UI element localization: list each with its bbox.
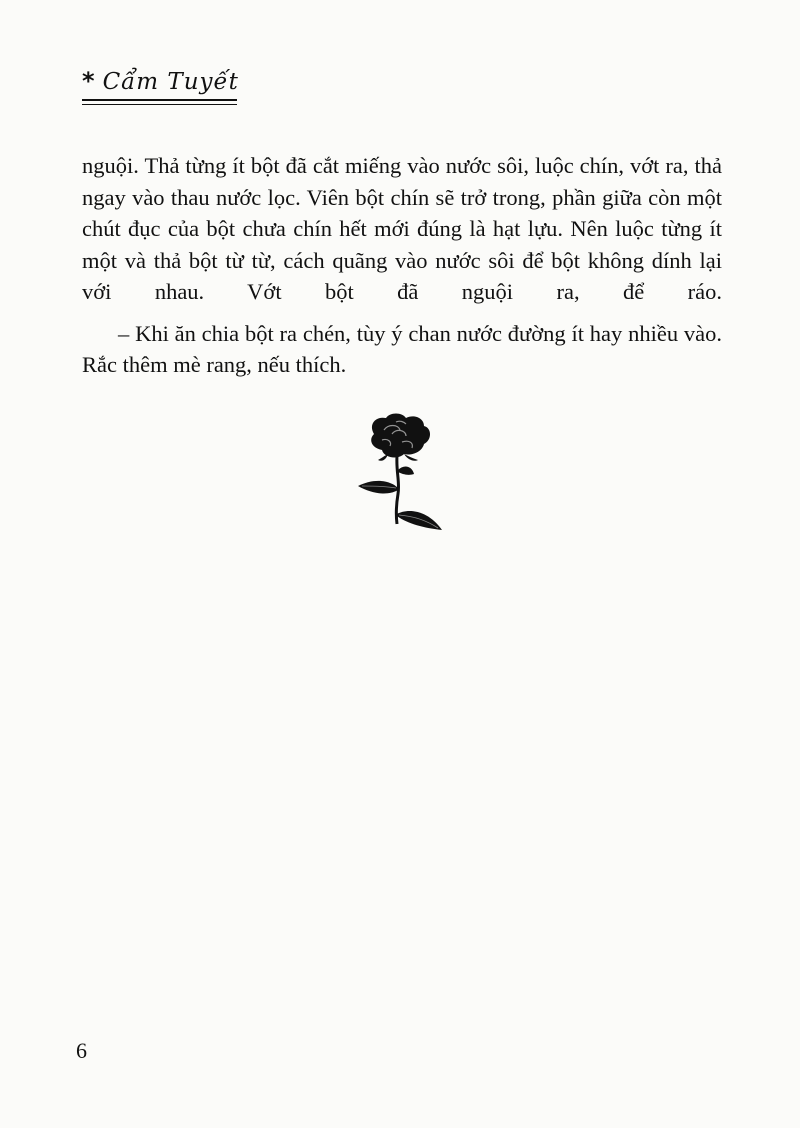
body-text bbox=[82, 150, 722, 381]
running-header bbox=[82, 66, 242, 105]
rose-icon bbox=[352, 410, 448, 536]
header-line bbox=[82, 66, 242, 96]
asterisk-icon: * bbox=[82, 67, 95, 95]
page-number: 6 bbox=[76, 1038, 87, 1063]
author-name: Cẩm Tuyết bbox=[102, 69, 239, 95]
header-underline bbox=[82, 99, 237, 105]
paragraph-2: – Khi ăn chia bột ra chén, tùy ý chan nước đường ít hay nhiều vào. Rắc thêm mè rang, nếu thích. bbox=[82, 320, 722, 377]
paragraph-1: nguội. Thả từng ít bột đã cắt miếng vào nước sôi, luộc chín, vớt ra, thả ngay vào thau nước lọc. Viên bột chín sẽ trở trong, phần giữa còn một chút đục của bột chưa chín hết mới đúng là hạt lựu. Nên luộc từng ít một và thả bột từ từ, cách quãng vào nước sôi để bột không dính lại với nhau. Vớt bột đã nguội ra, để ráo. bbox=[82, 153, 722, 304]
